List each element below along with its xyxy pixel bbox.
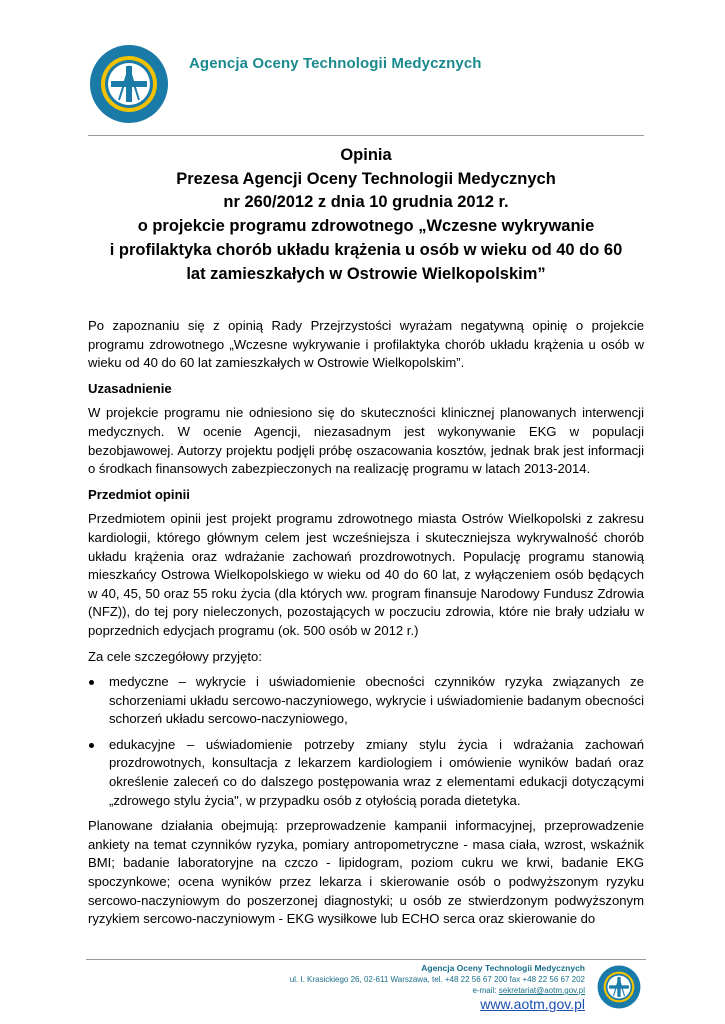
footer-website-link[interactable]: www.aotm.gov.pl bbox=[480, 996, 585, 1012]
footer-address: ul. I. Krasickiego 26, 02-611 Warszawa, tel. +48 22 56 67 200 fax +48 22 56 67 202 bbox=[289, 975, 585, 984]
footer-email-link[interactable]: sekretariat@aotm.gov.pl bbox=[498, 986, 585, 995]
list-item bbox=[88, 673, 644, 729]
footer-divider bbox=[86, 959, 646, 960]
bullet-icon bbox=[89, 680, 94, 685]
opinion-title bbox=[88, 144, 644, 286]
opinion-body bbox=[88, 317, 644, 936]
title-line: Opinia bbox=[340, 146, 392, 164]
justification-paragraph: W projekcie programu nie odniesiono się do skuteczności klinicznej planowanych interwencji medycznych. W ocenie Agencji, niezasadnym jest wykonywanie EKG w populacji bezobjawowej. Autorzy projektu podjęli próbę oszacowania kosztów, jednak brak jest informacji o środkach finansowych zabezpieczonych na realizację programu w latach 2013-2014. bbox=[88, 405, 644, 477]
goals-list bbox=[88, 673, 644, 810]
section-heading-uzasadnienie: Uzasadnienie bbox=[88, 380, 172, 396]
footer-contact bbox=[290, 963, 585, 996]
list-item-text: edukacyjne – uświadomienie potrzeby zmiany stylu życia i wdrażania zachowań prozdrowotnych, konsultacja z lekarzem kardiologiem i omówienie wyników badań oraz określenie zaleceń co do dalszego postępowania wraz z elementami edukacji dotyczącymi „zdrowego stylu życia", w przypadku osób z otyłością porada dietetyka. bbox=[109, 736, 644, 808]
intro-paragraph: Po zapoznaniu się z opinią Rady Przejrzystości wyrażam negatywną opinię o projekcie programu zdrowotnego „Wczesne wykrywanie i profilaktyka chorób układu krążenia u osób w wieku od 40 do 60 lat zamieszkałych w Ostrowie Wielkopolskim”. bbox=[88, 318, 644, 371]
title-line: lat zamieszkałych w Ostrowie Wielkopolskim” bbox=[186, 264, 546, 283]
bullet-icon bbox=[89, 743, 94, 748]
footer-org-name: Agencja Oceny Technologii Medycznych bbox=[421, 963, 585, 973]
footer-email-line bbox=[290, 985, 585, 996]
list-item bbox=[88, 736, 644, 810]
header-org-name: Agencja Oceny Technologii Medycznych bbox=[189, 55, 482, 72]
title-line: o projekcie programu zdrowotnego „Wczesne wykrywanie bbox=[137, 217, 595, 236]
header-divider bbox=[88, 135, 644, 136]
aotm-logo bbox=[89, 44, 169, 124]
title-line: nr 260/2012 z dnia 10 grudnia 2012 r. bbox=[223, 193, 509, 212]
goals-intro: Za cele szczegółowy przyjęto: bbox=[88, 648, 262, 664]
section-heading-przedmiot: Przedmiot opinii bbox=[88, 486, 190, 502]
title-line: Prezesa Agencji Oceny Technologii Medycznych bbox=[176, 169, 556, 188]
list-item-text: medyczne – wykrycie i uświadomienie obecności czynników ryzyka związanych ze schorzeniami układu sercowo-naczyniowego, wykrycie i uświadomienie badanym obecności schorzeń układu sercowo-naczyniowego, bbox=[109, 674, 644, 727]
aotm-footer-logo bbox=[597, 965, 641, 1009]
subject-paragraph: Przedmiotem opinii jest projekt programu zdrowotnego miasta Ostrów Wielkopolski z zakresu kardiologii, którego głównym celem jest wcześniejsza i skuteczniejsza wykrywalność chorób układu krążenia oraz wdrażanie zachowań prozdrowotnych. Populację programu stanowią mieszkańcy Ostrowa Wielkopolskiego w wieku od 40 do 60 lat, z wyłączeniem osób będących w 40, 45, 50 oraz 55 roku życia (dla których ww. program finansuje Narodowy Fundusz Zdrowia (NFZ)), do tej pory nieleczonych, pozostających w poczuciu zdrowia, które nie brały udziału w poprzednich edycjach programu (ok. 500 osób w 2012 r.) bbox=[88, 511, 644, 638]
title-line: i profilaktyka chorób układu krążenia u osób w wieku od 40 do 60 bbox=[109, 240, 623, 259]
planned-actions-paragraph: Planowane działania obejmują: przeprowadzenie kampanii informacyjnej, przeprowadzenie ankiety na temat czynników ryzyka, pomiary antropometryczne - masa ciała, wzrost, wskaźnik BMI; badanie laboratoryjne na czczo - lipidogram, poziom cukru we krwi, badanie EKG spoczynkowe; ocena wyników przez lekarza i skierowanie osób o podwyższonym ryzyku sercowo-naczyniowym do poszerzonej diagnostyki; u osób ze stwierdzonym podwyższonym ryzykiem sercowo-naczyniowym - EKG wysiłkowe lub ECHO serca oraz skierowanie do bbox=[88, 818, 644, 927]
footer-email-label: e-mail: bbox=[472, 986, 499, 995]
